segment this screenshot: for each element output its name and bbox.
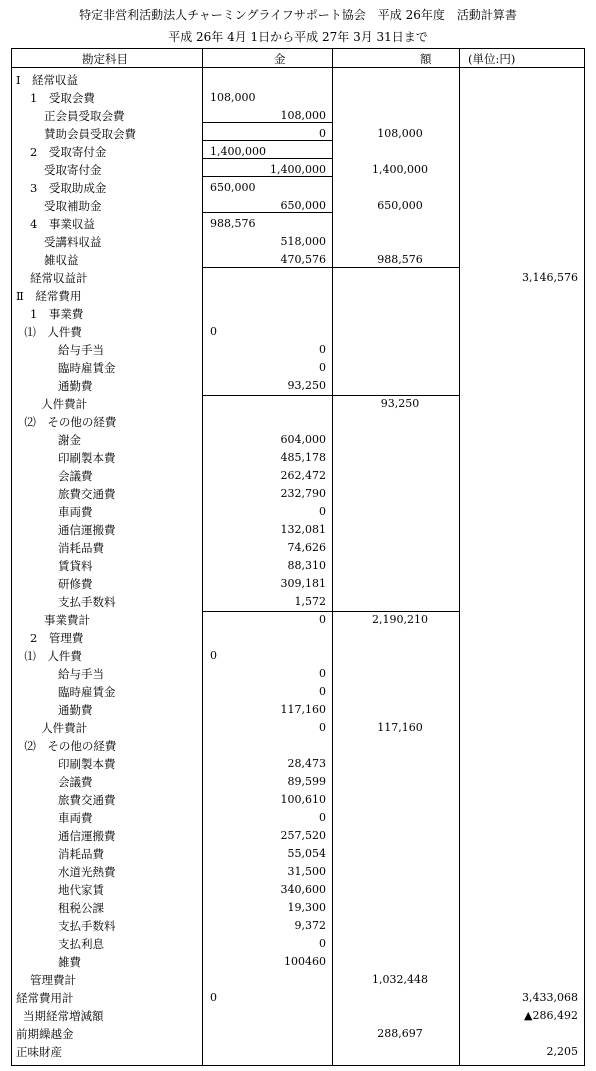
row-label: 地代家賃 bbox=[58, 883, 104, 897]
header-amount-left: 金 bbox=[274, 52, 286, 66]
row-label: 3 受取助成金 bbox=[30, 181, 107, 195]
table-row bbox=[12, 970, 584, 988]
row-label: 車両費 bbox=[58, 811, 93, 825]
table-row bbox=[12, 340, 584, 358]
item-amount: 0 bbox=[319, 127, 326, 140]
item-amount: 19,300 bbox=[287, 901, 326, 914]
table-row bbox=[12, 412, 584, 430]
row-label: 謝金 bbox=[58, 433, 81, 447]
document-title: 特定非営利活動法人チャーミングライフサポート協会 平成 26年度 活動計算書 bbox=[79, 8, 517, 22]
table-row bbox=[12, 124, 584, 142]
sub-amount: 0 bbox=[210, 991, 217, 1004]
row-label: 受講料収益 bbox=[44, 235, 102, 249]
table-row bbox=[12, 880, 584, 898]
table-row bbox=[12, 376, 584, 394]
row-label: 事業費計 bbox=[44, 613, 90, 627]
table-row bbox=[12, 502, 584, 520]
sub-amount: 1,400,000 bbox=[210, 145, 266, 158]
item-amount: 0 bbox=[319, 811, 326, 824]
row-label: Ⅱ 経常費用 bbox=[16, 289, 82, 303]
sub-amount: 108,000 bbox=[210, 91, 256, 104]
section-total: 93,250 bbox=[380, 397, 420, 410]
row-label: 2 管理費 bbox=[30, 631, 84, 645]
row-label: 消耗品費 bbox=[58, 541, 104, 555]
table-row bbox=[12, 70, 584, 88]
item-amount: 55,054 bbox=[287, 847, 326, 860]
table-row bbox=[12, 142, 584, 160]
table-row bbox=[12, 826, 584, 844]
item-amount: 604,000 bbox=[280, 433, 326, 446]
grand-total: 3,146,576 bbox=[522, 271, 578, 284]
row-label: 給与手当 bbox=[58, 343, 104, 357]
item-amount: 232,790 bbox=[280, 487, 326, 500]
row-label: 4 事業収益 bbox=[30, 217, 95, 231]
row-label: 賛助会員受取会費 bbox=[44, 127, 136, 141]
row-label: 受取寄付金 bbox=[44, 163, 102, 177]
row-label: 2 受取寄付金 bbox=[30, 145, 107, 159]
row-label: 租税公課 bbox=[58, 901, 104, 915]
header-account: 勘定科目 bbox=[82, 52, 128, 66]
grand-total: 3,433,068 bbox=[522, 991, 578, 1004]
row-label: 車両費 bbox=[58, 505, 93, 519]
item-amount: 88,310 bbox=[287, 559, 326, 572]
item-amount: 1,572 bbox=[294, 595, 326, 608]
table-row bbox=[12, 646, 584, 664]
row-label: ⑵ その他の経費 bbox=[24, 415, 117, 429]
table-row bbox=[12, 196, 584, 214]
row-label: 消耗品費 bbox=[58, 847, 104, 861]
row-label: 会議費 bbox=[58, 775, 93, 789]
item-amount: 100,610 bbox=[280, 793, 326, 806]
row-label: 雑収益 bbox=[44, 253, 79, 267]
item-amount: 100460 bbox=[284, 955, 326, 968]
document-period: 平成 26年 4月 1日から平成 27年 3月 31日まで bbox=[168, 30, 428, 44]
table-row bbox=[12, 520, 584, 538]
table-row bbox=[12, 988, 584, 1006]
header-divider bbox=[12, 67, 584, 68]
section-total: 650,000 bbox=[377, 199, 423, 212]
item-amount: 74,626 bbox=[287, 541, 326, 554]
item-amount: 650,000 bbox=[280, 199, 326, 212]
row-label: 当期経常増減額 bbox=[23, 1009, 104, 1023]
table-row bbox=[12, 898, 584, 916]
row-label: 臨時雇賃金 bbox=[58, 361, 116, 375]
sub-amount: 0 bbox=[210, 649, 217, 662]
section-total: 988,576 bbox=[377, 253, 423, 266]
grand-total: 2,205 bbox=[546, 1045, 578, 1058]
section-total: 117,160 bbox=[377, 721, 423, 734]
table-row bbox=[12, 934, 584, 952]
grand-total: ▲286,492 bbox=[524, 1009, 578, 1022]
row-label: 経常収益計 bbox=[30, 271, 88, 285]
row-label: 1 事業費 bbox=[30, 307, 84, 321]
table-row bbox=[12, 736, 584, 754]
item-amount: 117,160 bbox=[280, 703, 326, 716]
item-amount: 93,250 bbox=[287, 379, 326, 392]
table-row bbox=[12, 1006, 584, 1024]
row-label: 支払手数料 bbox=[58, 595, 116, 609]
row-label: 給与手当 bbox=[58, 667, 104, 681]
row-label: Ⅰ 経常収益 bbox=[16, 73, 79, 87]
table-row bbox=[12, 592, 584, 610]
row-label: 会議費 bbox=[58, 469, 93, 483]
item-amount: 0 bbox=[319, 721, 326, 734]
table-row bbox=[12, 466, 584, 484]
row-label: 正会員受取会費 bbox=[44, 109, 125, 123]
table-row bbox=[12, 772, 584, 790]
item-amount: 0 bbox=[319, 343, 326, 356]
header-unit: (単位:円) bbox=[468, 52, 516, 66]
item-amount: 0 bbox=[319, 937, 326, 950]
row-label: ⑴ 人件費 bbox=[24, 325, 82, 339]
table-row bbox=[12, 178, 584, 196]
row-label: 印刷製本費 bbox=[58, 757, 116, 771]
table-row bbox=[12, 664, 584, 682]
item-amount: 89,599 bbox=[287, 775, 326, 788]
table-row bbox=[12, 700, 584, 718]
row-label: ⑴ 人件費 bbox=[24, 649, 82, 663]
table-row bbox=[12, 394, 584, 412]
table-row bbox=[12, 484, 584, 502]
table-row bbox=[12, 808, 584, 826]
table-row bbox=[12, 574, 584, 592]
table-row bbox=[12, 916, 584, 934]
item-amount: 28,473 bbox=[287, 757, 326, 770]
row-label: 支払手数料 bbox=[58, 919, 116, 933]
row-label: 臨時雇賃金 bbox=[58, 685, 116, 699]
section-total: 288,697 bbox=[377, 1027, 423, 1040]
table-row bbox=[12, 610, 584, 628]
row-label: 通勤費 bbox=[58, 703, 93, 717]
row-label: 経常費用計 bbox=[16, 991, 74, 1005]
row-label: 人件費計 bbox=[41, 397, 88, 411]
row-label: 人件費計 bbox=[41, 721, 88, 735]
item-amount: 309,181 bbox=[280, 577, 326, 590]
table-row bbox=[12, 106, 584, 124]
row-label: 水道光熱費 bbox=[58, 865, 116, 879]
row-label: 1 受取会費 bbox=[30, 91, 95, 105]
item-amount: 518,000 bbox=[280, 235, 326, 248]
sub-amount: 650,000 bbox=[210, 181, 256, 194]
item-amount: 1,400,000 bbox=[270, 163, 326, 176]
table-row bbox=[12, 88, 584, 106]
table-row bbox=[12, 952, 584, 970]
section-total: 1,400,000 bbox=[372, 163, 428, 176]
table-row bbox=[12, 232, 584, 250]
item-amount: 257,520 bbox=[280, 829, 326, 842]
header-amount-right: 額 bbox=[420, 52, 432, 66]
table-row bbox=[12, 430, 584, 448]
table-row bbox=[12, 790, 584, 808]
table-row bbox=[12, 1042, 584, 1060]
row-label: 管理費計 bbox=[30, 973, 76, 987]
row-label: 旅費交通費 bbox=[58, 487, 116, 501]
item-amount: 0 bbox=[319, 685, 326, 698]
table-row bbox=[12, 628, 584, 646]
table-row bbox=[12, 754, 584, 772]
item-amount: 0 bbox=[319, 613, 326, 626]
sub-amount: 988,576 bbox=[210, 217, 256, 230]
item-amount: 0 bbox=[319, 361, 326, 374]
table-row bbox=[12, 304, 584, 322]
table-row bbox=[12, 718, 584, 736]
table-row bbox=[12, 844, 584, 862]
table-row bbox=[12, 448, 584, 466]
section-total: 108,000 bbox=[377, 127, 423, 140]
row-label: 雑費 bbox=[58, 955, 81, 969]
item-amount: 132,081 bbox=[280, 523, 326, 536]
item-amount: 108,000 bbox=[280, 109, 326, 122]
table-row bbox=[12, 1024, 584, 1042]
item-amount: 0 bbox=[319, 667, 326, 680]
table-row bbox=[12, 286, 584, 304]
statement-table bbox=[11, 48, 585, 1066]
item-amount: 0 bbox=[319, 505, 326, 518]
row-label: 旅費交通費 bbox=[58, 793, 116, 807]
row-label: 前期繰越金 bbox=[16, 1027, 74, 1041]
row-label: 印刷製本費 bbox=[58, 451, 116, 465]
row-label: 研修費 bbox=[58, 577, 93, 591]
table-row bbox=[12, 358, 584, 376]
table-row bbox=[12, 160, 584, 178]
row-label: 通信運搬費 bbox=[58, 829, 116, 843]
row-label: 支払利息 bbox=[58, 937, 104, 951]
row-label: 受取補助金 bbox=[44, 199, 102, 213]
item-amount: 470,576 bbox=[280, 253, 326, 266]
row-label: 正味財産 bbox=[16, 1045, 62, 1059]
item-amount: 485,178 bbox=[280, 451, 326, 464]
table-row bbox=[12, 268, 584, 286]
table-row bbox=[12, 538, 584, 556]
row-label: 通信運搬費 bbox=[58, 523, 116, 537]
table-row bbox=[12, 682, 584, 700]
table-row bbox=[12, 322, 584, 340]
sub-amount: 0 bbox=[210, 325, 217, 338]
table-row bbox=[12, 214, 584, 232]
row-label: 通勤費 bbox=[58, 379, 93, 393]
section-total: 1,032,448 bbox=[372, 973, 428, 986]
row-label: ⑵ その他の経費 bbox=[24, 739, 117, 753]
section-total: 2,190,210 bbox=[372, 613, 428, 626]
row-label: 賃貸料 bbox=[58, 559, 93, 573]
table-row bbox=[12, 862, 584, 880]
table-row bbox=[12, 250, 584, 268]
item-amount: 262,472 bbox=[280, 469, 326, 482]
table-row bbox=[12, 556, 584, 574]
item-amount: 31,500 bbox=[287, 865, 326, 878]
item-amount: 340,600 bbox=[280, 883, 326, 896]
item-amount: 9,372 bbox=[294, 919, 326, 932]
